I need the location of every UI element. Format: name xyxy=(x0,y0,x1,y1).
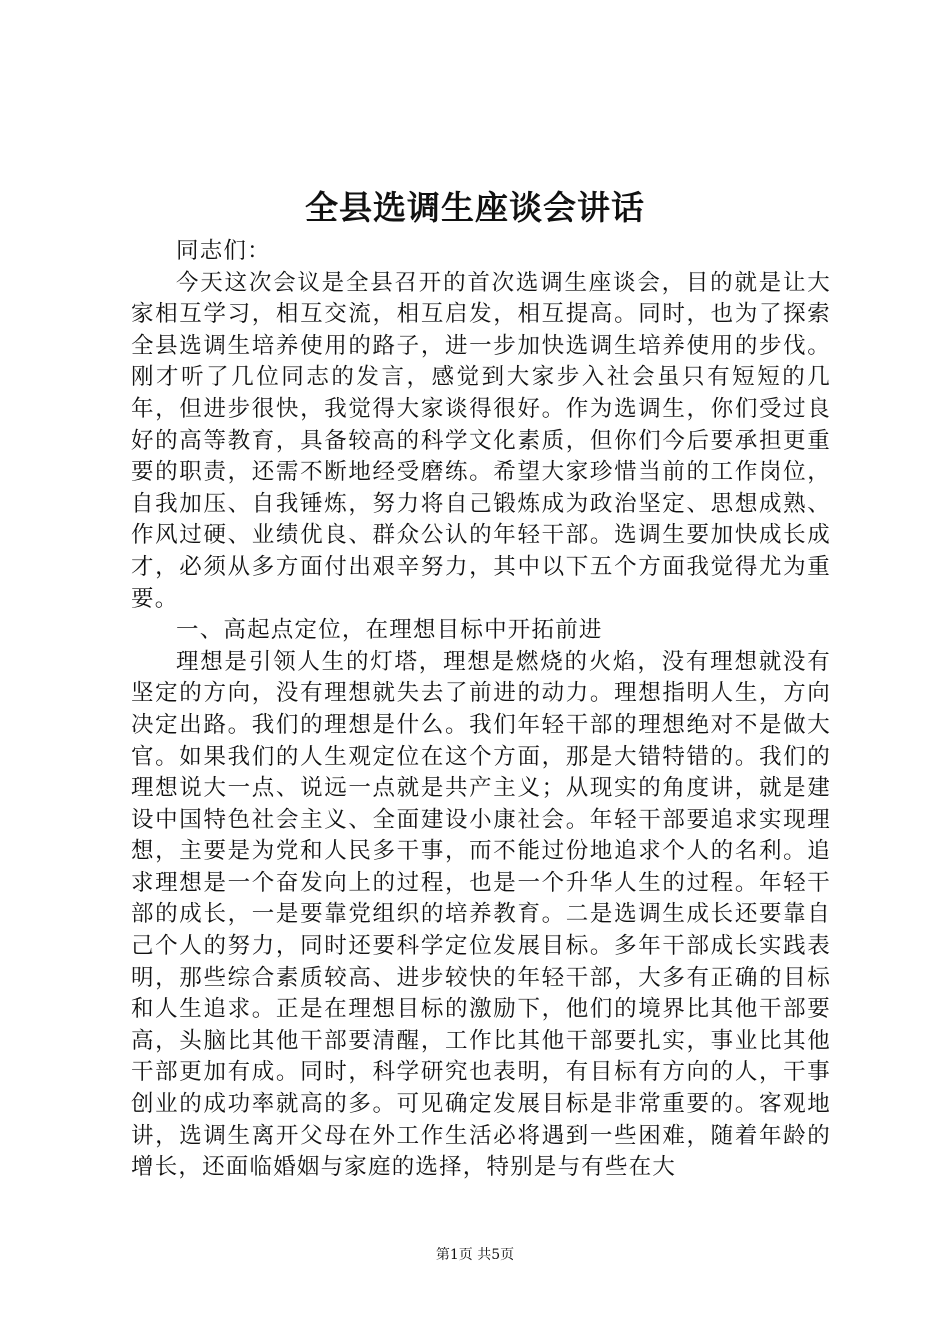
section-heading: 一、高起点定位，在理想目标中开拓前进 xyxy=(176,617,603,644)
intro-paragraph: 今天这次会议是全县召开的首次选调生座谈会，目的就是让大家相互学习，相互交流，相互启发，相互提高。同时，也为了探索全县选调生培养使用的路子，进一步加快选调生培养使用的步伐。刚才听了几位同志的发言，感觉到大家步入社会虽只有短短的几年，但进步很快，我觉得大家谈得很好。作为选调生，你们受过良好的高等教育，具备较高的科学文化素质，但你们今后要承担更重要的职责，还需不断地经受磨练。希望大家珍惜当前的工作岗位，自我加压、自我锤炼，努力将自己锻炼成为政治坚定、思想成熟、作风过硬、业绩优良、群众公认的年轻干部。选调生要加快成长成才，必须从多方面付出艰辛努力，其中以下五个方面我觉得尤为重要。 xyxy=(131,269,831,612)
salutation-paragraph: 同志们： xyxy=(176,238,271,264)
section-paragraph: 理想是引领人生的灯塔，理想是燃烧的火焰，没有理想就没有坚定的方向，没有理想就失去了前进的动力。理想指明人生，方向决定出路。我们的理想是什么。我们年轻干部的理想绝对不是做大官。如果我们的人生观定位在这个方面，那是大错特错的。我们的理想说大一点、说远一点就是共产主义；从现实的角度讲，就是建设中国特色社会主义、全面建设小康社会。年轻干部要追求实现理想，主要是为党和人民多干事，而不能过份地追求个人的名利。追求理想是一个奋发向上的过程，也是一个升华人生的过程。年轻干部的成长，一是要靠党组织的培养教育。二是选调生成长还要靠自己个人的努力，同时还要科学定位发展目标。多年干部成长实践表明，那些综合素质较高、进步较快的年轻干部，大多有正确的目标和人生追求。正是在理想目标的激励下，他们的境界比其他干部要高，头脑比其他干部要清醒，工作比其他干部要扎实，事业比其他干部更加有成。同时，科学研究也表明，有目标有方向的人，干事创业的成功率就高的多。可见确定发展目标是非常重要的。客观地讲，选调生离开父母在外工作生活必将遇到一些困难，随着年龄的增长，还面临婚姻与家庭的选择，特别是与有些在大 xyxy=(131,648,831,1181)
document-body xyxy=(131,236,831,1184)
page-footer: 第1页 共5页 xyxy=(435,1247,515,1263)
document-title: 全县选调生座谈会讲话 xyxy=(305,188,645,227)
